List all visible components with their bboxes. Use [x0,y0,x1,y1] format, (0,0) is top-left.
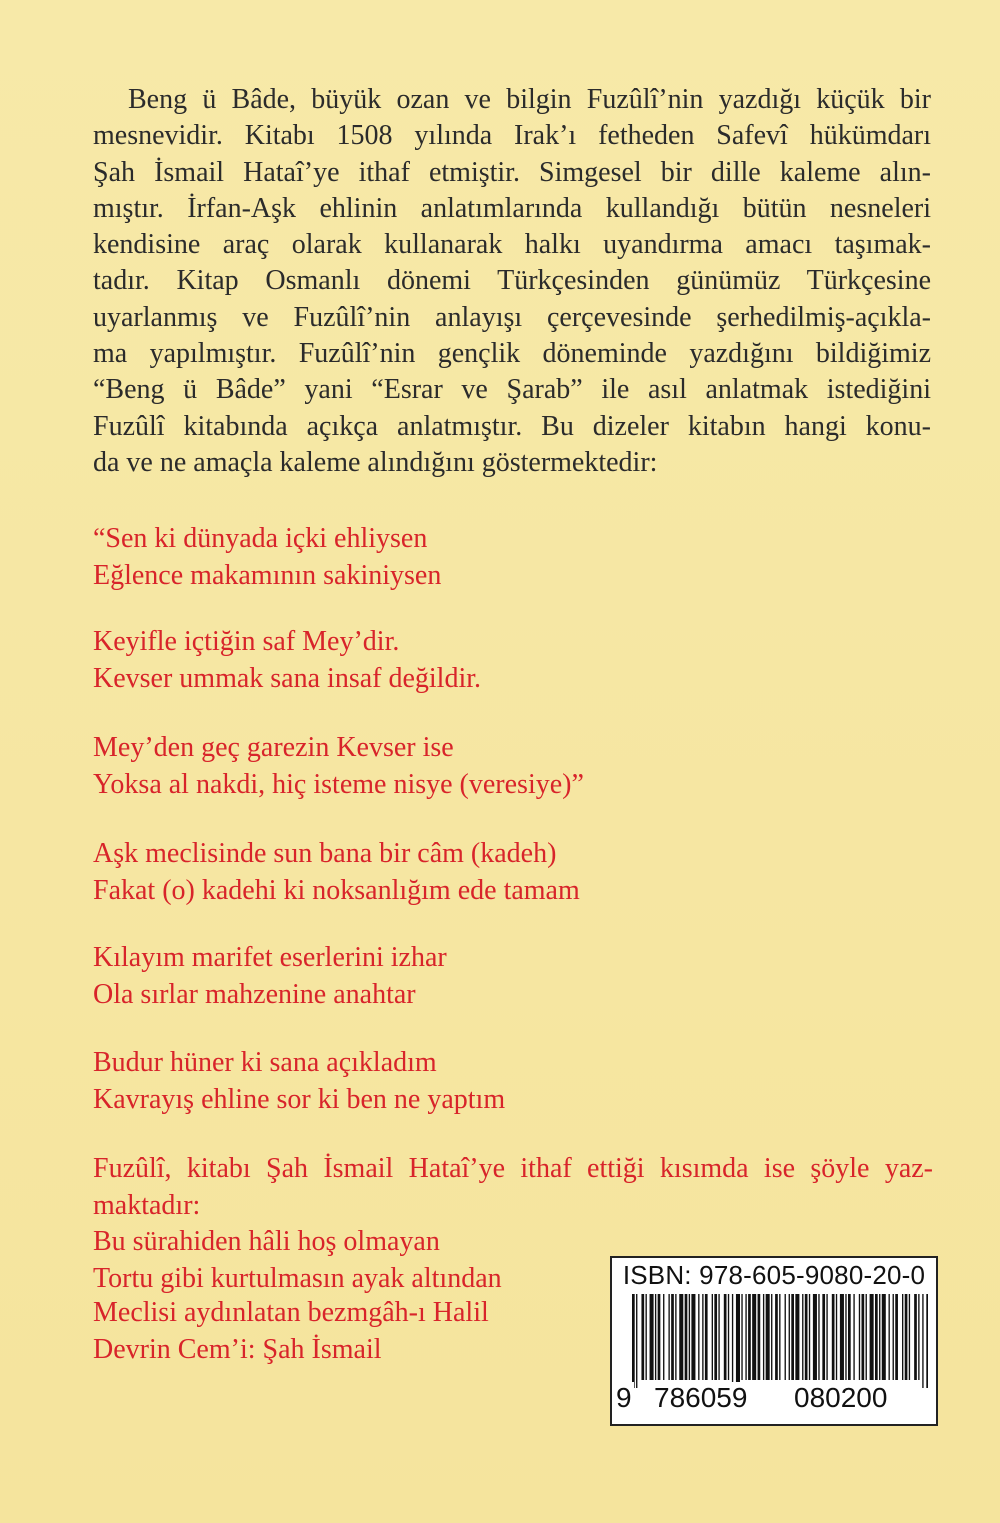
barcode-bar [779,1294,780,1380]
barcode-bar [675,1294,676,1380]
verse-line: Devrin Cem’i: Şah İsmail [93,1333,382,1365]
dedication-line: Fuzûlî, kitabı Şah İsmail Hataî’ye ithaf ettiği kısımda ise şöyle yaz- [93,1153,933,1184]
verse-line: Tortu gibi kurtulmasın ayak altından [93,1262,502,1294]
barcode-bar [636,1294,637,1388]
barcode-bar [705,1294,708,1380]
barcode-bar [809,1294,810,1380]
barcode-bar [748,1294,751,1380]
barcode-bar [922,1294,923,1388]
intro-line: tadır. Kitap Osmanlı dönemi Türkçesinden günümüz Türkçesine [93,265,931,297]
barcode-bar [882,1294,886,1380]
stanza-4 [93,836,933,909]
verse-line: Budur hüner ki sana açıkladım [93,1047,437,1078]
barcode-bar [763,1294,764,1380]
barcode-bar [732,1294,733,1388]
barcode-bar [840,1294,844,1380]
barcode-bar [650,1294,654,1380]
barcode-bar [853,1294,854,1380]
barcode-bar [724,1294,727,1380]
verse-line: Keyifle içtiğin saf Mey’dir. [93,626,400,657]
barcode-bar [902,1294,903,1380]
barcode-bar [836,1294,837,1380]
barcode-bar [870,1294,874,1380]
intro-line: “Beng ü Bâde” yani “Esrar ve Şarab” ile asıl anlatmak istediğini [93,374,931,406]
barcode-bar [718,1294,719,1380]
barcode-bar [818,1294,819,1380]
barcode-bar [671,1294,674,1380]
barcode-bar [905,1294,908,1380]
barcode-bar [655,1294,656,1380]
verse-line: Yoksa al nakdi, hiç isteme nisye (veresiye)” [93,768,584,800]
barcode [632,1294,928,1388]
intro-line: Şah İsmail Hataî’ye ithaf etmiştir. Simgesel bir dille kaleme alın- [93,156,931,188]
barcode-bar [745,1294,746,1380]
barcode-digits-right: 080200 [794,1382,888,1413]
barcode-bar [832,1294,835,1380]
verse-line: Fakat (o) kadehi ki noksanlığım ede tamam [93,874,580,906]
barcode-bar [845,1294,846,1380]
barcode-bar [895,1294,898,1380]
barcode-bar [859,1294,860,1380]
barcode-bar [914,1294,917,1380]
barcode-bar [789,1294,790,1380]
intro-line: Fuzûlî kitabında açıkça anlatmıştır. Bu dizeler kitabın hangi konu- [93,410,931,442]
barcode-bar [736,1294,740,1388]
barcode-bar [879,1294,880,1380]
barcode-bar [728,1294,729,1380]
intro-line: Beng ü Bâde, büyük ozan ve bilgin Fuzûlî’nin yazdığı küçük bir [128,84,931,115]
intro-line: kendisine araç olarak kullanarak halkı uyandırma amacı taşımak- [93,229,931,261]
barcode-bar [766,1294,770,1380]
barcode-bar [641,1294,644,1380]
intro-line: ma yapılmıştır. Fuzûlî’nin gençlik döneminde yazdığını bildiğimiz [93,338,931,370]
barcode-bar [685,1294,688,1380]
barcode-bar [848,1294,851,1380]
isbn-barcode-box [610,1256,938,1426]
barcode-bar [918,1294,919,1380]
verse-line: Kevser ummak sana insaf değildir. [93,662,482,694]
barcode-bar [714,1294,717,1380]
verse-line: “Sen ki dünyada içki ehliysen [93,523,428,554]
barcode-bar [663,1294,664,1380]
barcode-bar [889,1294,890,1380]
stanza-2 [93,624,933,697]
barcode-bar [805,1294,808,1380]
barcode-bar [813,1294,817,1380]
stanza-1 [93,521,933,594]
stanza-6 [93,1045,933,1118]
barcode-bar [785,1294,786,1380]
barcode-bar [658,1294,661,1380]
barcode-bar [741,1294,742,1380]
intro-line: mesnevidir. Kitabı 1508 yılında Irak’ı fetheden Safevî hükümdarı [93,120,931,152]
barcode-bar [691,1294,695,1380]
barcode-digits [612,1382,936,1422]
barcode-bar [926,1294,928,1388]
barcode-bar [791,1294,794,1380]
barcode-bar [632,1294,635,1388]
barcode-bar [668,1294,669,1380]
barcode-bar [866,1294,867,1380]
barcode-bar [875,1294,878,1380]
barcode-bar [752,1294,756,1380]
barcode-bar [771,1294,772,1380]
barcode-digits-left: 786059 [654,1382,748,1413]
verse-line: Bu sürahiden hâli hoş olmayan [93,1226,440,1257]
barcode-bar [893,1294,894,1380]
stanza-3 [93,730,933,803]
barcode-bar [775,1294,778,1380]
barcode-bar [822,1294,825,1380]
barcode-bar [758,1294,761,1380]
verse-line: Meclisi aydınlatan bezmgâh-ı Halil [93,1297,489,1328]
barcode-bar [689,1294,690,1380]
verse-line: Kavrayış ehline sor ki ben ne yaptım [93,1083,506,1115]
barcode-bar [802,1294,803,1380]
barcode-bar [826,1294,827,1380]
barcode-bar [646,1294,647,1380]
barcode-bar [862,1294,865,1380]
dedication-line: maktadır: [93,1189,201,1221]
stanza-5 [93,940,933,1013]
verse-line: Aşk meclisinde sun bana bir câm (kadeh) [93,838,557,869]
barcode-bar [909,1294,910,1380]
verse-line: Ola sırlar mahzenine anahtar [93,978,416,1010]
verse-line: Kılayım marifet eserlerini izhar [93,942,447,973]
verse-line: Mey’den geç garezin Kevser ise [93,732,454,763]
barcode-digit-first: 9 [616,1382,632,1413]
intro-line: uyarlanmış ve Fuzûlî’nin anlayışı çerçevesinde şerhedilmiş-açıkla- [93,301,931,333]
barcode-bar [712,1294,713,1380]
barcode-bar [698,1294,699,1380]
verse-line: Eğlence makamının sakiniysen [93,559,442,591]
intro-line: da ve ne amaçla kaleme alındığını göstermektedir: [93,446,658,478]
barcode-bar [795,1294,799,1380]
intro-paragraph [93,82,931,481]
intro-line: mıştır. İrfan-Aşk ehlinin anlatımlarında kullandığı bütün nesneleri [93,192,931,224]
barcode-bar [679,1294,683,1380]
isbn-label: ISBN: 978-605-9080-20-0 [622,1260,926,1290]
barcode-bar [702,1294,703,1380]
